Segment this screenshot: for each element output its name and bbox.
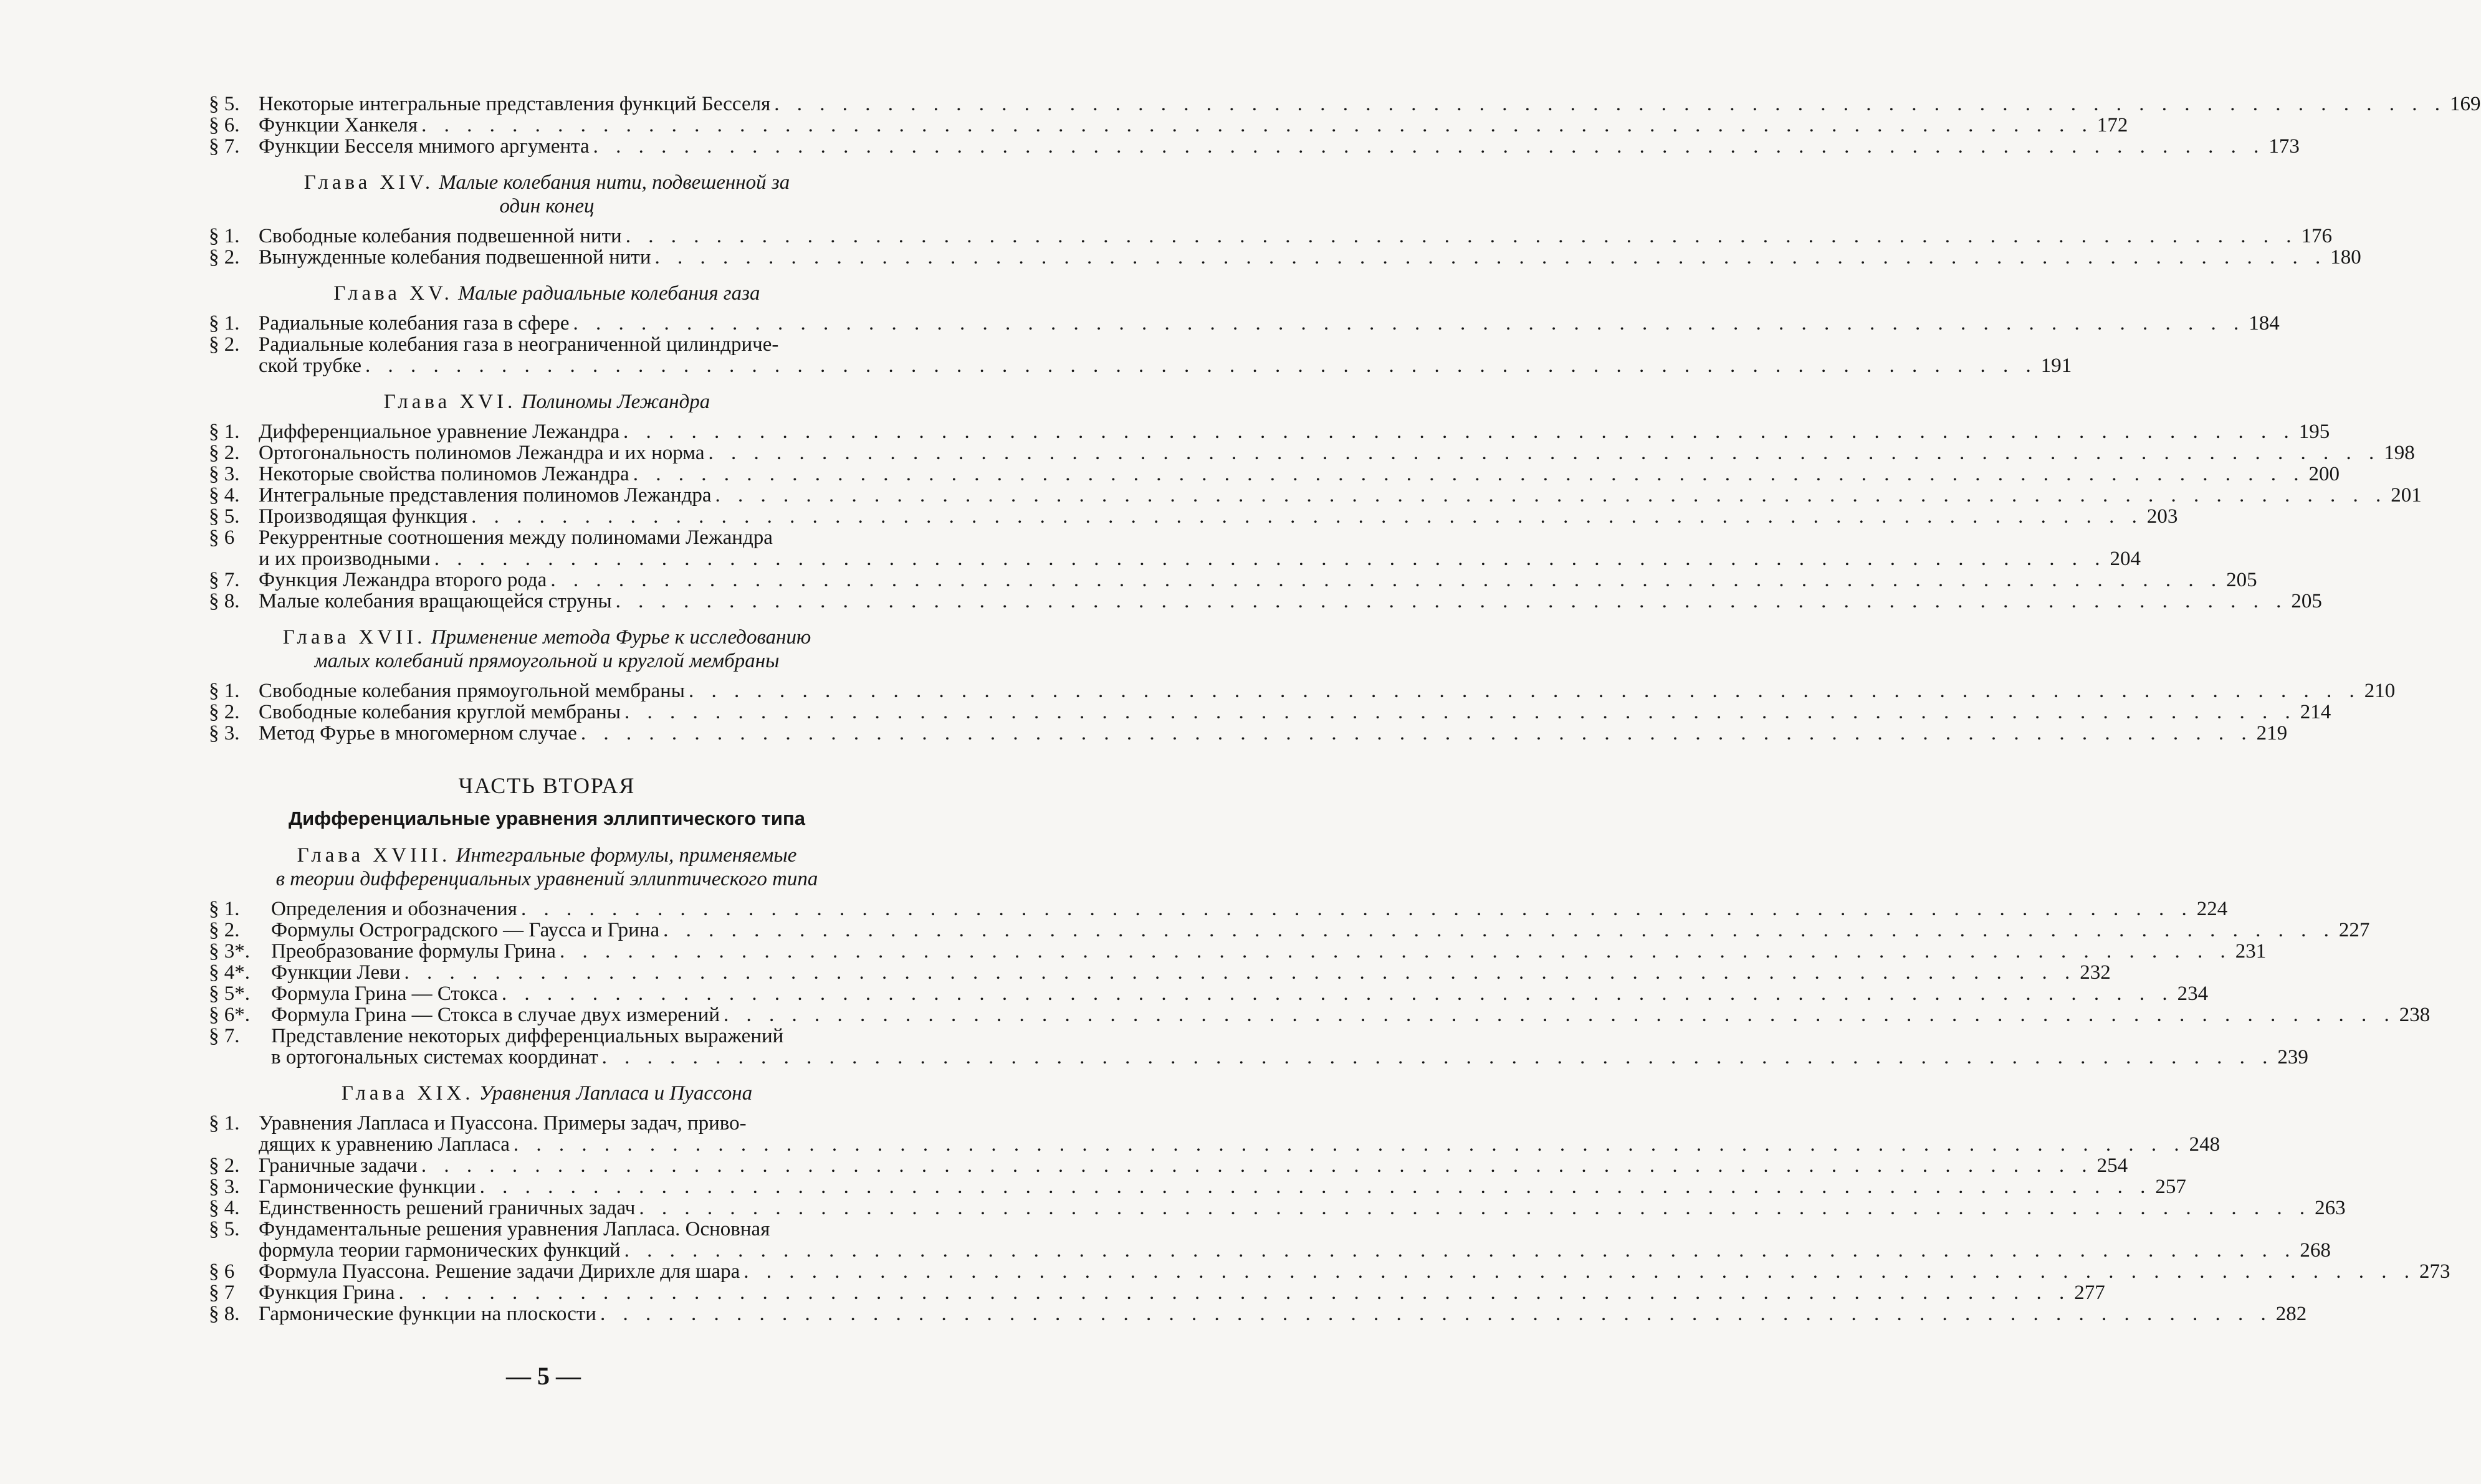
entry-number: § 6	[209, 526, 235, 549]
entry-page: 239	[2277, 1046, 2308, 1068]
entry-title: формула теории гармонических функций	[259, 1239, 621, 1262]
entry-page: 227	[2338, 919, 2370, 941]
entry-number: § 7.	[209, 135, 240, 158]
entry-page: 214	[2300, 701, 2331, 723]
entry-number: § 4*.	[209, 961, 250, 984]
chapter-15-entries	[209, 312, 2280, 377]
entry-page: 254	[2096, 1154, 2128, 1177]
leader-dots	[715, 485, 2388, 506]
entry-title: и их производными	[259, 548, 431, 570]
toc-entry	[209, 982, 2209, 1005]
entry-page: 169	[2450, 93, 2481, 115]
entry-page: 191	[2040, 354, 2072, 377]
entry-page: 176	[2301, 225, 2332, 247]
toc-entry	[209, 442, 2415, 464]
chapter-heading-17	[209, 625, 885, 673]
entry-number: § 5.	[209, 93, 240, 115]
entry-page: 201	[2391, 484, 2422, 507]
entry-number: § 8.	[209, 590, 240, 612]
entry-title-line1: Рекуррентные соотношения между полиномами Лежандра	[259, 526, 773, 549]
entry-number: § 5.	[209, 1218, 240, 1240]
entry-page: 232	[2080, 961, 2111, 984]
entry-page: 180	[2330, 246, 2361, 269]
leader-dots	[774, 93, 2446, 115]
toc-entry	[209, 114, 2128, 136]
leader-dots	[709, 442, 2381, 464]
entry-page: 224	[2196, 898, 2228, 920]
entry-page: 248	[2189, 1133, 2220, 1156]
leader-dots	[514, 1134, 2186, 1155]
entry-page: 234	[2177, 982, 2209, 1005]
chapter-label: Глава XIV.	[304, 171, 434, 194]
toc-entry	[209, 1176, 2186, 1198]
toc-entry	[209, 919, 2370, 941]
entry-title: Гармонические функции на плоскости	[259, 1303, 596, 1325]
leader-dots	[602, 1047, 2274, 1068]
chapter-label: Глава XVIII.	[297, 844, 451, 867]
leader-dots	[593, 136, 2265, 157]
page-number: — 5 —	[506, 1362, 581, 1390]
entry-title: Некоторые свойства полиномов Лежандра	[259, 463, 629, 485]
entry-title: Свободные колебания прямоугольной мембраны	[259, 680, 685, 702]
leader-dots	[550, 569, 2222, 591]
entry-number: § 2.	[209, 442, 240, 464]
leader-dots	[480, 1176, 2152, 1197]
entry-number: § 2.	[209, 246, 240, 269]
entry-page: 268	[2300, 1239, 2331, 1262]
entry-title: Свободные колебания подвешенной нити	[259, 225, 622, 247]
toc-entry	[209, 505, 2178, 528]
toc-entry-continuation	[209, 1046, 2308, 1068]
entry-page: 204	[2110, 548, 2141, 570]
chapter-title: Интегральные формулы, применяемые	[456, 844, 797, 867]
entry-page: 195	[2298, 421, 2330, 443]
leader-dots	[434, 548, 2106, 569]
toc-entry	[209, 225, 2332, 247]
entry-number: § 3.	[209, 1176, 240, 1198]
entry-number: § 7	[209, 1282, 235, 1304]
chapter-14-entries	[209, 225, 2361, 269]
entry-title: Функция Лежандра второго рода	[259, 569, 547, 591]
entry-title: Определения и обозначения	[271, 898, 517, 920]
toc-entry	[209, 961, 2111, 984]
leader-dots	[616, 591, 2288, 612]
toc-entry	[209, 312, 2280, 335]
toc-entry-first-line	[209, 1219, 885, 1240]
chapter-title-line2: один конец	[499, 195, 595, 217]
entry-number: § 7.	[209, 1025, 240, 1047]
entry-number: § 1.	[209, 1112, 240, 1134]
entry-page: 205	[2226, 569, 2257, 591]
entry-title-line1: Уравнения Лапласа и Пуассона. Примеры задач, приво-	[259, 1112, 747, 1134]
entry-title: Интегральные представления полиномов Лежандра	[259, 484, 712, 507]
chapter-title-line2: в теории дифференциальных уравнений эллиптического типа	[275, 868, 818, 890]
entry-title: Свободные колебания круглой мембраны	[259, 701, 621, 723]
entry-page: 173	[2268, 135, 2300, 158]
entry-title: Единственность решений граничных задач	[259, 1197, 636, 1219]
entry-title: Радиальные колебания газа в сфере	[259, 312, 570, 335]
entry-title: Некоторые интегральные представления функций Бесселя	[259, 93, 771, 115]
chapter-16-entries	[209, 421, 2422, 612]
chapter-18-entries	[209, 898, 2431, 1068]
leader-dots	[421, 1155, 2093, 1176]
leader-dots	[581, 723, 2253, 744]
entry-page: 273	[2419, 1260, 2450, 1283]
chapter-title: Уравнения Лапласа и Пуассона	[479, 1082, 753, 1105]
chapter-heading-14	[209, 171, 885, 218]
entry-number: § 7.	[209, 569, 240, 591]
entry-page: 203	[2146, 505, 2178, 528]
entry-number: § 3.	[209, 722, 240, 744]
toc-entry	[209, 1260, 2450, 1283]
chapter-title: Полиномы Лежандра	[521, 391, 710, 413]
entry-title: Формула Грина — Стокса в случае двух измерений	[271, 1004, 720, 1026]
chapter-heading-18	[209, 844, 885, 891]
leader-dots	[502, 983, 2174, 1004]
entry-page: 219	[2256, 722, 2288, 744]
leader-dots	[626, 226, 2298, 247]
entry-page: 257	[2155, 1176, 2186, 1198]
toc-entry	[209, 940, 2267, 963]
chapter-heading-16	[209, 390, 885, 414]
toc-entry-continuation	[209, 354, 2072, 377]
leader-dots	[471, 506, 2143, 527]
entry-title: Функции Ханкеля	[259, 114, 418, 136]
chapter-title: Малые радиальные колебания газа	[458, 282, 760, 305]
chapter-label: Глава XVI.	[383, 391, 517, 413]
entry-title: Формулы Остроградского — Гаусса и Грина	[271, 919, 660, 941]
entry-page: 205	[2291, 590, 2322, 612]
toc-entry	[209, 680, 2396, 702]
leader-dots	[633, 464, 2305, 485]
leader-dots	[573, 313, 2245, 334]
entry-title: Функции Леви	[271, 961, 401, 984]
leader-dots	[724, 1004, 2396, 1025]
entry-number: § 4.	[209, 484, 240, 507]
chapter-19-entries	[209, 1112, 2450, 1325]
leader-dots	[521, 898, 2193, 920]
entry-page: 172	[2096, 114, 2128, 136]
leader-dots	[365, 355, 2037, 376]
entry-page: 263	[2315, 1197, 2346, 1219]
entry-number: § 2.	[209, 333, 240, 356]
chapter-17-entries	[209, 680, 2396, 744]
toc-entry-first-line	[209, 1025, 885, 1047]
entry-page: 184	[2249, 312, 2280, 335]
entry-number: § 1.	[209, 312, 240, 335]
entry-title-line1: Радиальные колебания газа в неограниченной цилиндриче-	[259, 333, 779, 356]
leader-dots	[600, 1303, 2272, 1325]
toc-entry	[209, 722, 2288, 744]
entry-number: § 4.	[209, 1197, 240, 1219]
entry-title: Граничные задачи	[259, 1154, 418, 1177]
toc-entry	[209, 1303, 2307, 1325]
entry-title-line1: Фундаментальные решения уравнения Лапласа. Основная	[259, 1218, 770, 1240]
entry-number: § 2.	[209, 919, 240, 941]
leader-dots	[663, 920, 2335, 941]
entry-title: дящих к уравнению Лапласа	[259, 1133, 510, 1156]
entry-number: § 3*.	[209, 940, 250, 963]
entry-number: § 6*.	[209, 1004, 250, 1026]
entry-number: § 1.	[209, 680, 240, 702]
entry-number: § 1.	[209, 225, 240, 247]
leader-dots	[689, 680, 2361, 702]
entry-title: Преобразование формулы Грина	[271, 940, 556, 963]
entry-page: 231	[2235, 940, 2267, 963]
chapter-heading-19	[209, 1082, 885, 1105]
entry-title: Функции Бесселя мнимого аргумента	[259, 135, 590, 158]
toc-entry	[209, 246, 2361, 269]
entry-title: Формула Пуассона. Решение задачи Дирихле для шара	[259, 1260, 740, 1283]
entry-number: § 1.	[209, 898, 240, 920]
entry-title: Производящая функция	[259, 505, 468, 528]
toc-entry	[209, 590, 2322, 612]
toc-group-continued	[209, 93, 2481, 158]
entry-page: 200	[2308, 463, 2340, 485]
entry-page: 282	[2275, 1303, 2307, 1325]
entry-page: 277	[2074, 1282, 2105, 1304]
toc-entry-first-line	[209, 1113, 885, 1134]
entry-number: § 3.	[209, 463, 240, 485]
table-of-contents	[209, 93, 2481, 1325]
leader-dots	[743, 1261, 2416, 1282]
entry-number: § 6.	[209, 114, 240, 136]
part-subtitle: Дифференциальные уравнения эллиптического типа	[289, 807, 805, 829]
entry-number: § 2.	[209, 701, 240, 723]
chapter-title: Применение метода Фурье к исследованию	[431, 626, 811, 649]
chapter-label: Глава XV.	[333, 282, 453, 305]
part-title: ЧАСТЬ ВТОРАЯ	[458, 773, 636, 798]
toc-entry	[209, 1004, 2431, 1026]
leader-dots	[624, 1240, 2297, 1261]
entry-title: Гармонические функции	[259, 1176, 476, 1198]
entry-title: Дифференциальное уравнение Лежандра	[259, 421, 620, 443]
entry-title: ской трубке	[259, 354, 362, 377]
entry-page: 238	[2399, 1004, 2431, 1026]
entry-page: 198	[2384, 442, 2415, 464]
leader-dots	[654, 247, 2326, 268]
entry-title: в ортогональных системах координат	[271, 1046, 598, 1068]
toc-entry	[209, 1282, 2105, 1304]
entry-title: Малые колебания вращающейся струны	[259, 590, 612, 612]
toc-entry	[209, 93, 2481, 115]
entry-number: § 5*.	[209, 982, 250, 1005]
chapter-heading-15	[209, 282, 885, 305]
leader-dots	[421, 115, 2093, 136]
leader-dots	[398, 1282, 2070, 1303]
chapter-label: Глава XIX.	[341, 1082, 474, 1105]
toc-entry	[209, 421, 2330, 443]
entry-title: Вынужденные колебания подвешенной нити	[259, 246, 651, 269]
leader-dots	[639, 1197, 2311, 1219]
toc-entry	[209, 569, 2257, 591]
entry-title: Функция Грина	[259, 1282, 395, 1304]
leader-dots	[624, 702, 2297, 723]
entry-title: Формула Грина — Стокса	[271, 982, 498, 1005]
entry-number: § 5.	[209, 505, 240, 528]
leader-dots	[623, 421, 2295, 442]
toc-entry	[209, 484, 2422, 507]
entry-number: § 6	[209, 1260, 235, 1283]
toc-entry-first-line	[209, 334, 885, 355]
toc-entry	[209, 135, 2300, 158]
toc-entry-first-line	[209, 527, 885, 548]
chapter-label: Глава XVII.	[282, 626, 426, 649]
entry-title: Ортогональность полиномов Лежандра и их норма	[259, 442, 705, 464]
chapter-title-line2: малых колебаний прямоугольной и круглой мембраны	[314, 650, 780, 672]
toc-entry-continuation	[209, 548, 2141, 570]
toc-entry	[209, 463, 2340, 485]
toc-entry	[209, 1154, 2128, 1177]
toc-entry	[209, 1197, 2346, 1219]
entry-page: 210	[2364, 680, 2396, 702]
leader-dots	[404, 962, 2077, 983]
chapter-title: Малые колебания нити, подвешенной за	[439, 171, 790, 194]
toc-entry	[209, 898, 2228, 920]
toc-entry-continuation	[209, 1133, 2220, 1156]
toc-entry	[209, 701, 2331, 723]
entry-number: § 8.	[209, 1303, 240, 1325]
entry-number: § 2.	[209, 1154, 240, 1177]
entry-number: § 1.	[209, 421, 240, 443]
leader-dots	[560, 941, 2232, 962]
entry-title: Метод Фурье в многомерном случае	[259, 722, 577, 744]
toc-entry-continuation	[209, 1239, 2331, 1262]
entry-title-line1: Представление некоторых дифференциальных выражений	[271, 1025, 784, 1047]
